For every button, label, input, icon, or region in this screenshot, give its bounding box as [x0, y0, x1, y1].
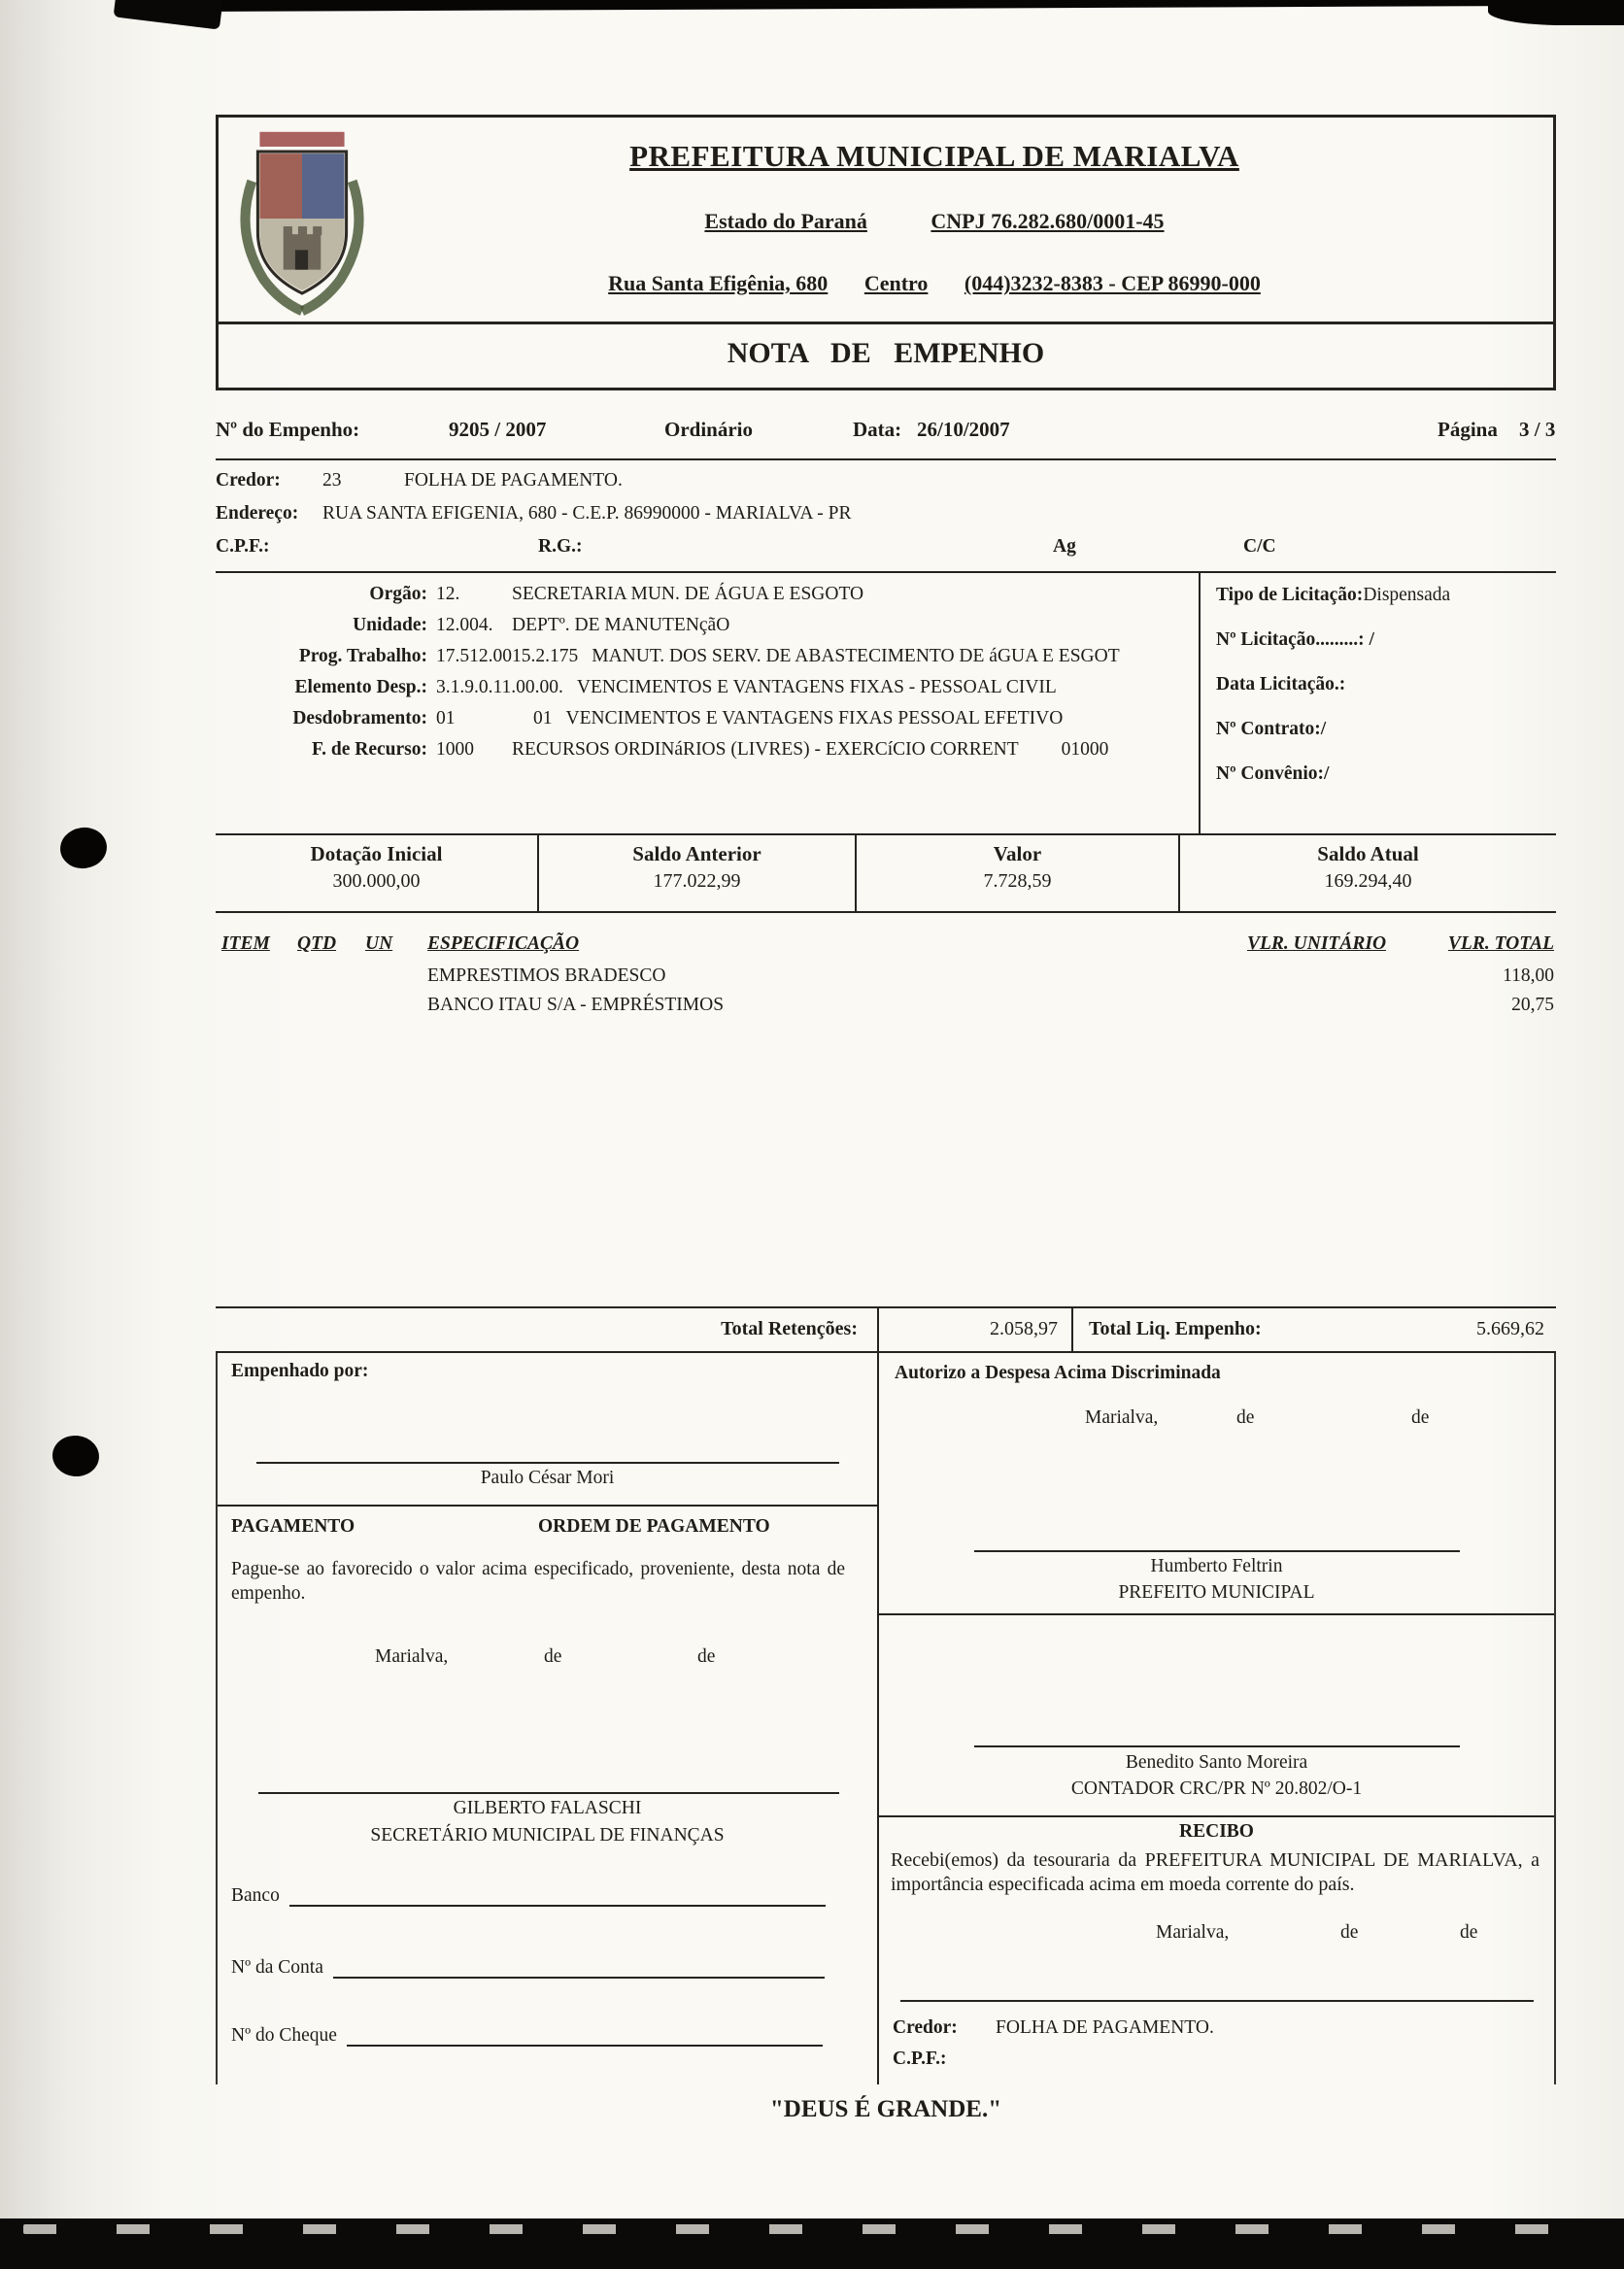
footer-motto: "DEUS É GRANDE." [769, 2096, 1002, 2122]
saldo-atual-column [1180, 835, 1556, 911]
classification-row-unidade [216, 610, 1195, 641]
vlr-total-header: VLR. TOTAL [1447, 933, 1554, 954]
document-title: NOTA DE EMPENHO [727, 337, 1045, 369]
data-licitacao-row: Data Licitação.: [1216, 674, 1346, 694]
conta-blank-line [333, 1957, 825, 1979]
pagamento-titulo: PAGAMENTO [231, 1516, 355, 1537]
numero-convenio-row: Nº Convênio:/ [1216, 763, 1330, 784]
classification-row-prog-trabalho [216, 641, 1195, 672]
prefeito-cargo: PREFEITO MUNICIPAL [1118, 1582, 1315, 1603]
header-address-line [355, 271, 1514, 296]
items-table-header [216, 933, 1556, 963]
credor-label: Credor: [216, 470, 281, 491]
credor-code: 23 [322, 470, 342, 491]
budget-classification-area [216, 573, 1556, 833]
document-header [216, 115, 1556, 390]
ag-label: Ag [1053, 536, 1076, 557]
scan-artifact-top-bar [199, 0, 1624, 12]
state-label: Estado do Paraná [704, 209, 867, 233]
signatures-section [216, 1353, 1556, 2084]
cidade-data-de: de [1411, 1407, 1430, 1428]
saldo-anterior-column [539, 835, 857, 911]
elemento-code: 3.1.9.0.11.00.00. [436, 677, 563, 697]
recibo-titulo: RECIBO [1179, 1821, 1254, 1842]
licitacao-box [1199, 573, 1556, 833]
contador-cargo: CONTADOR CRC/PR Nº 20.802/O-1 [1070, 1778, 1363, 1799]
cidade-data-de: de [1236, 1407, 1255, 1428]
tipo-licitacao-label: Tipo de Licitação: [1216, 585, 1364, 605]
nota-empenho-form [216, 115, 1556, 2164]
recurso-label: F. de Recurso: [312, 739, 427, 760]
elemento-desc: VENCIMENTOS E VANTAGENS FIXAS - PESSOAL CIVIL [576, 677, 1057, 697]
cnpj-value: CNPJ 76.282.680/0001-45 [930, 209, 1165, 233]
orgao-code: 12. [436, 584, 460, 604]
item-vlr-total: 118,00 [1503, 965, 1554, 986]
vlr-unitario-header: VLR. UNITÁRIO [1247, 933, 1387, 954]
date-value: 26/10/2007 [917, 418, 1010, 441]
banco-label: Banco [231, 1885, 280, 1906]
page-value: 3 / 3 [1519, 418, 1556, 441]
item-especificacao: BANCO ITAU S/A - EMPRÉSTIMOS [427, 995, 725, 1015]
budget-classification [216, 579, 1195, 765]
unidade-code: 12.004. [436, 615, 493, 635]
cheque-label: Nº do Cheque [231, 2025, 337, 2046]
scan-artifact-top-right [1488, 0, 1624, 25]
signature-line [974, 1745, 1460, 1747]
scan-artifact-dashes [23, 2224, 1601, 2234]
cidade-data-cidade: Marialva, [1085, 1407, 1159, 1428]
ordem-pagamento-titulo: ORDEM DE PAGAMENTO [538, 1516, 770, 1537]
hole-punch-mark [57, 825, 109, 871]
org-name: PREFEITURA MUNICIPAL DE MARIALVA [629, 139, 1239, 173]
totals-row [216, 1306, 1556, 1353]
recibo-texto: Recebi(emos) da tesouraria da PREFEITURA MUNICIPAL DE MARIALVA, a importância especificada acima em moeda corrente do país. [891, 1849, 1539, 1895]
empenhado-por-nome: Paulo César Mori [480, 1468, 615, 1488]
dotacao-inicial-header: Dotação Inicial [310, 842, 443, 865]
saldos-table [216, 833, 1556, 913]
orgao-label: Orgão: [369, 584, 427, 604]
classification-row-elemento [216, 672, 1195, 703]
phone-cep: (044)3232-8383 - CEP 86990-000 [964, 271, 1261, 295]
item-header: ITEM [221, 933, 270, 954]
qtd-header: QTD [297, 933, 337, 954]
conta-field [231, 1957, 850, 1979]
especificacao-header: ESPECIFICAÇÃO [427, 933, 580, 954]
item-row [216, 995, 1556, 1024]
recurso-code: 1000 [436, 739, 474, 760]
recurso-extra-code: 01000 [1061, 739, 1109, 760]
recibo-cpf-label: C.P.F.: [893, 2049, 947, 2069]
signature-line [974, 1550, 1460, 1552]
signature-line [900, 2000, 1534, 2002]
unidade-label: Unidade: [353, 615, 427, 635]
prog-trabalho-label: Prog. Trabalho: [298, 646, 427, 666]
total-liquido-label: Total Liq. Empenho: [1089, 1318, 1262, 1339]
conta-label: Nº da Conta [231, 1957, 323, 1978]
valor-column [857, 835, 1180, 911]
empenho-number: 9205 / 2007 [449, 418, 547, 441]
street-address: Rua Santa Efigênia, 680 [608, 271, 829, 295]
rg-label: R.G.: [538, 536, 583, 557]
section-divider [879, 1613, 1554, 1615]
saldo-atual-header: Saldo Atual [1317, 842, 1419, 865]
cidade-data-de: de [544, 1646, 562, 1667]
item-especificacao: EMPRESTIMOS BRADESCO [427, 965, 666, 986]
secretario-cargo: SECRETÁRIO MUNICIPAL DE FINANÇAS [370, 1825, 725, 1846]
scan-artifact-bottom-strip [0, 2218, 1624, 2269]
saldo-atual-value: 169.294,40 [1324, 870, 1412, 892]
total-retencoes-value: 2.058,97 [879, 1308, 1073, 1351]
desdobramento-code2: 01 [533, 708, 553, 728]
cheque-blank-line [347, 2025, 823, 2047]
banco-blank-line [289, 1885, 826, 1907]
cidade-data-de: de [697, 1646, 716, 1667]
unidade-desc: DEPTº. DE MANUTENçãO [512, 615, 730, 635]
un-header: UN [365, 933, 393, 954]
item-vlr-total: 20,75 [1511, 995, 1554, 1015]
total-retencoes-label: Total Retenções: [216, 1308, 879, 1351]
credor-name: FOLHA DE PAGAMENTO. [404, 470, 623, 491]
header-state-line [355, 209, 1514, 234]
total-liquido-cell [1073, 1308, 1556, 1351]
cc-label: C/C [1243, 536, 1276, 557]
cidade-data-cidade: Marialva, [375, 1646, 449, 1667]
prefeito-nome: Humberto Feltrin [1150, 1556, 1283, 1576]
numero-contrato-row: Nº Contrato:/ [1216, 719, 1327, 739]
recibo-credor-label: Credor: [893, 2017, 958, 2038]
empenhado-por-label: Empenhado por: [231, 1361, 369, 1381]
tipo-licitacao-row [1216, 585, 1550, 606]
classification-row-orgao [216, 579, 1195, 610]
empenho-number-label: Nº do Empenho: [216, 418, 360, 441]
cpf-label: C.P.F.: [216, 536, 270, 557]
header-divider [216, 322, 1556, 324]
district-label: Centro [863, 271, 929, 295]
scan-artifact-top-left [114, 0, 223, 30]
classification-row-recurso [216, 734, 1195, 765]
pague-se-texto: Pague-se ao favorecido o valor acima especificado, proveniente, desta nota de empenho. [231, 1559, 845, 1604]
secretario-nome: GILBERTO FALASCHI [453, 1798, 642, 1818]
orgao-desc: SECRETARIA MUN. DE ÁGUA E ESGOTO [512, 584, 864, 604]
valor-value: 7.728,59 [983, 870, 1052, 892]
endereco-value: RUA SANTA EFIGENIA, 680 - C.E.P. 86990000 - MARIALVA - PR [322, 503, 852, 524]
signature-line [256, 1462, 839, 1464]
autorizo-titulo: Autorizo a Despesa Acima Discriminada [895, 1363, 1221, 1383]
empenho-modality: Ordinário [664, 418, 754, 441]
elemento-label: Elemento Desp.: [294, 677, 427, 697]
prog-trabalho-desc: MANUT. DOS SERV. DE ABASTECIMENTO DE áGUA E ESGOT [592, 646, 1120, 666]
signature-line [258, 1792, 839, 1794]
section-divider [879, 1815, 1554, 1817]
endereco-label: Endereço: [216, 503, 299, 524]
recibo-credor-nome: FOLHA DE PAGAMENTO. [996, 2017, 1214, 2038]
contador-nome: Benedito Santo Moreira [1125, 1752, 1308, 1773]
recibo-cidade: Marialva, [1156, 1922, 1230, 1943]
section-divider [218, 1505, 877, 1507]
signatures-left-column [218, 1353, 879, 2084]
desdobramento-code: 01 [436, 708, 456, 728]
date-label: Data: [853, 418, 902, 441]
valor-header: Valor [993, 842, 1042, 865]
tipo-licitacao-value: Dispensada [1363, 585, 1451, 605]
cheque-field [231, 2025, 850, 2047]
signatures-right-column [879, 1353, 1554, 2084]
empenho-info-row [216, 406, 1556, 460]
item-row [216, 965, 1556, 995]
saldo-anterior-value: 177.022,99 [653, 870, 741, 892]
recurso-desc: RECURSOS ORDINáRIOS (LIVRES) - EXERCíCIO CORRENT [512, 739, 1019, 760]
saldo-anterior-header: Saldo Anterior [632, 842, 761, 865]
hole-punch-mark [51, 1434, 101, 1479]
numero-licitacao-row: Nº Licitação.........: / [1216, 629, 1374, 650]
banco-field [231, 1885, 850, 1907]
total-liquido-value: 5.669,62 [1476, 1318, 1544, 1339]
classification-row-desdobramento [216, 703, 1195, 734]
prog-trabalho-code: 17.512.0015.2.175 [436, 646, 579, 666]
desdobramento-label: Desdobramento: [292, 708, 427, 728]
desdobramento-desc: VENCIMENTOS E VANTAGENS FIXAS PESSOAL EFETIVO [565, 708, 1064, 728]
recibo-de: de [1340, 1922, 1359, 1943]
recibo-de: de [1460, 1922, 1478, 1943]
page-label: Página [1438, 418, 1498, 441]
dotacao-inicial-column [216, 835, 539, 911]
dotacao-inicial-value: 300.000,00 [332, 870, 421, 892]
credor-block [216, 464, 1556, 573]
